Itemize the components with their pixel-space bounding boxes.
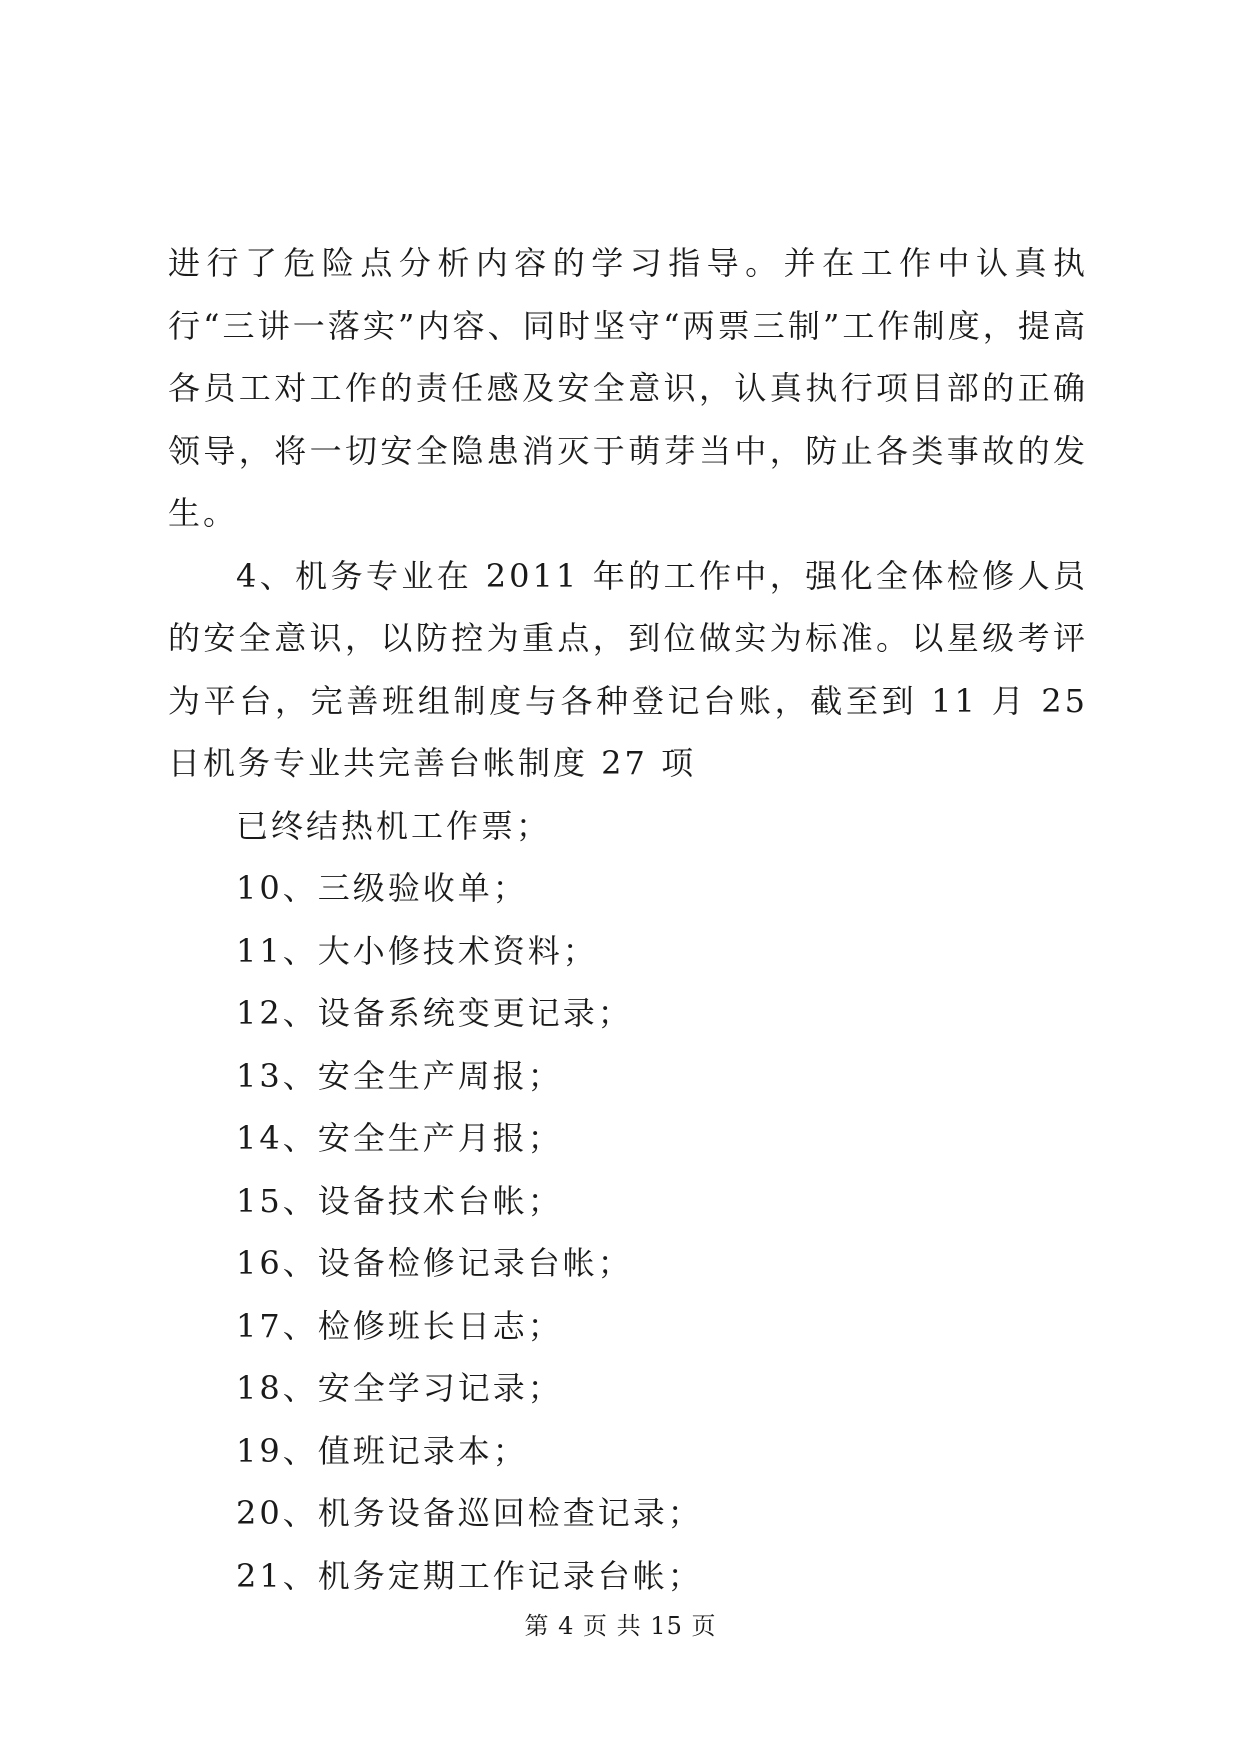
list-item: 已终结热机工作票； [236,806,552,845]
list-item: 18、安全学习记录； [236,1369,563,1407]
paragraph-mechanical-specialty: 4、机务专业在 2011 年的工作中，强化全体检修人员的安全意识，以防控为重点，到位做实为标准。以星级考评为平台，完善班组制度与各种登记台账，截至到 11 月 25 日机务专业共完善台帐制度 27 项 [168,556,1088,782]
list-item: 17、检修班长日志； [236,1306,563,1345]
list-item: 20、机务设备巡回检查记录； [236,1494,703,1532]
list-item: 19、值班记录本； [236,1431,528,1470]
body-text [168,232,1088,1607]
page-footer: 第 4 页 共 15 页 [524,1612,717,1640]
list-item: 15、设备技术台帐； [236,1181,563,1220]
list-item: 11、大小修技术资料； [236,931,598,970]
list-item: 10、三级验收单； [236,869,528,907]
list-item: 14、安全生产月报； [236,1119,563,1157]
list-item: 12、设备系统变更记录； [236,994,633,1032]
list-item: 13、安全生产周报； [236,1056,563,1095]
paragraph-safety-measures: 进行了危险点分析内容的学习指导。并在工作中认真执行“三讲一落实”内容、同时坚守“两票三制”工作制度，提高各员工对工作的责任感及安全意识，认真执行项目部的正确领导，将一切安全隐患消灭于萌芽当中，防止各类事故的发生。 [168,244,1088,532]
list-item: 16、设备检修记录台帐； [236,1244,633,1282]
ledger-list [168,795,1088,1608]
list-item: 21、机务定期工作记录台帐； [236,1556,703,1595]
